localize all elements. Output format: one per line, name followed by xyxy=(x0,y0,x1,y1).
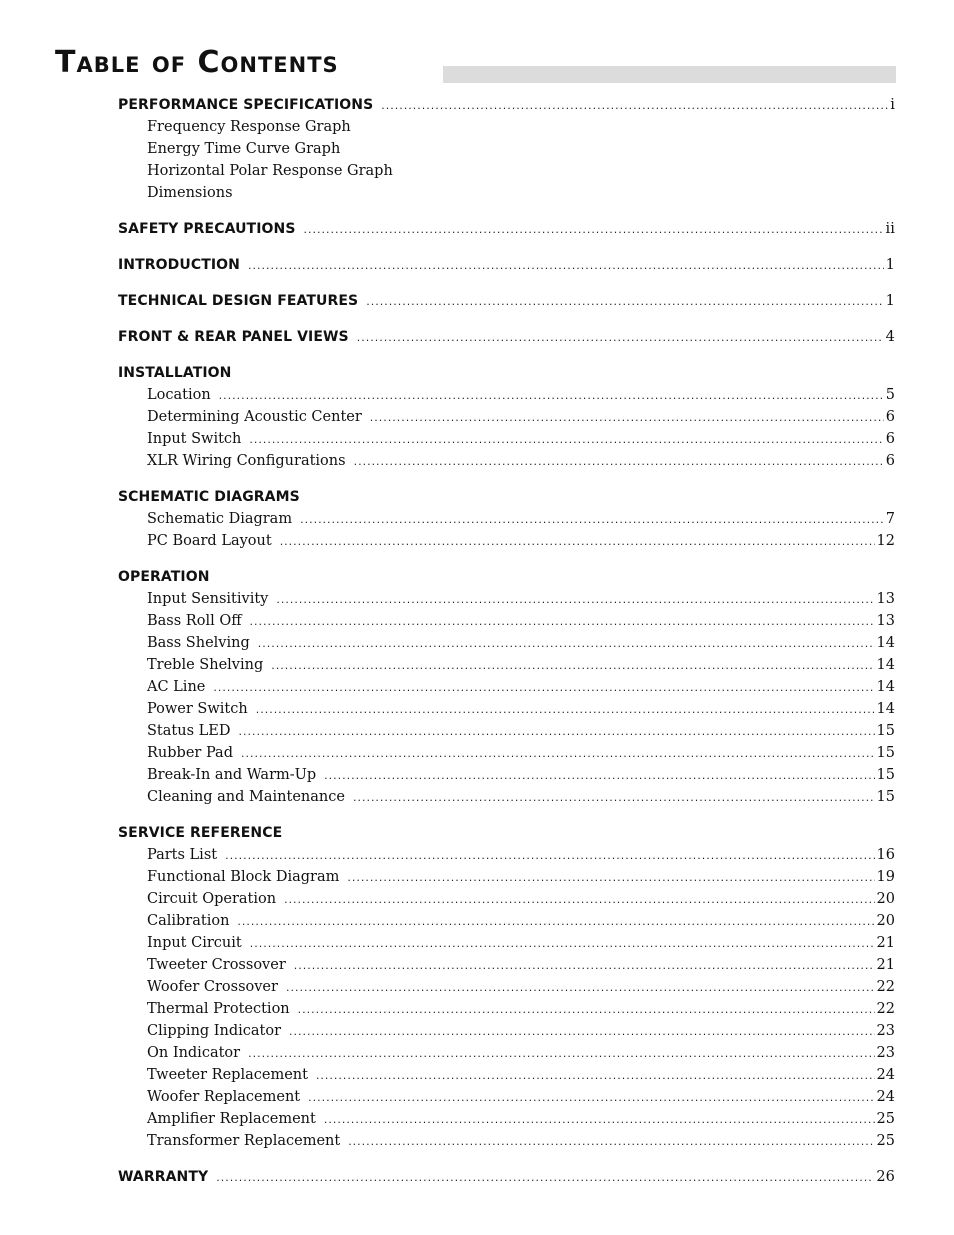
item-determining-acoustic-center-page-number: 6 xyxy=(885,409,895,425)
item-location-entry xyxy=(118,384,895,406)
dot-leader xyxy=(256,699,875,720)
table-of-contents xyxy=(118,94,895,1202)
section-schematic-diagrams-label: SCHEMATIC DIAGRAMS xyxy=(118,489,300,505)
dot-leader xyxy=(289,1021,875,1042)
section-warranty-page-number: 26 xyxy=(876,1169,895,1185)
item-parts-list-entry xyxy=(118,844,895,866)
item-amplifier-replacement-entry xyxy=(118,1108,895,1130)
dot-leader xyxy=(280,531,875,552)
item-location-label: Location xyxy=(147,387,211,403)
item-parts-list-page-number: 16 xyxy=(876,847,895,863)
item-input-circuit-page-number: 21 xyxy=(876,935,895,951)
dot-leader xyxy=(381,95,888,116)
section-front-and-rear-panel-views-page-number: 4 xyxy=(885,329,895,345)
item-clipping-indicator-page-number: 23 xyxy=(876,1023,895,1039)
dot-leader xyxy=(347,867,874,888)
item-on-indicator-label: On Indicator xyxy=(147,1045,241,1061)
dot-leader xyxy=(258,633,875,654)
toc-section-schematic-diagrams xyxy=(118,486,895,552)
item-determining-acoustic-center-label: Determining Acoustic Center xyxy=(147,409,362,425)
item-woofer-replacement-entry xyxy=(118,1086,895,1108)
item-treble-shelving-page-number: 14 xyxy=(876,657,895,673)
item-determining-acoustic-center-entry xyxy=(118,406,895,428)
section-service-reference-label: SERVICE REFERENCE xyxy=(118,825,283,841)
dot-leader xyxy=(286,977,875,998)
dot-leader xyxy=(370,407,884,428)
item-tweeter-replacement-page-number: 24 xyxy=(876,1067,895,1083)
dot-leader xyxy=(357,327,884,348)
item-tweeter-replacement-entry xyxy=(118,1064,895,1086)
item-schematic-diagram-label: Schematic Diagram xyxy=(147,511,293,527)
dot-leader xyxy=(213,677,874,698)
dot-leader xyxy=(353,787,875,808)
item-frequency-response-graph-entry xyxy=(118,116,895,138)
item-horizontal-polar-response-graph-label: Horizontal Polar Response Graph xyxy=(147,163,393,179)
item-transformer-replacement-entry xyxy=(118,1130,895,1152)
dot-leader xyxy=(249,429,883,450)
dot-leader xyxy=(348,1131,874,1152)
item-treble-shelving-entry xyxy=(118,654,895,676)
item-ac-line-page-number: 14 xyxy=(876,679,895,695)
item-ac-line-entry xyxy=(118,676,895,698)
item-power-switch-page-number: 14 xyxy=(876,701,895,717)
item-xlr-wiring-configurations-page-number: 6 xyxy=(885,453,895,469)
section-performance-specifications-page-number: i xyxy=(890,97,895,113)
dot-leader xyxy=(248,255,884,276)
item-thermal-protection-page-number: 22 xyxy=(876,1001,895,1017)
item-circuit-operation-page-number: 20 xyxy=(876,891,895,907)
section-performance-specifications-label: PERFORMANCE SPECIFICATIONS xyxy=(118,97,374,113)
page-title: Table of Contents xyxy=(55,45,339,80)
item-bass-shelving-label: Bass Shelving xyxy=(147,635,250,651)
item-input-circuit-entry xyxy=(118,932,895,954)
section-front-and-rear-panel-views-label: FRONT & REAR PANEL VIEWS xyxy=(118,329,349,345)
item-calibration-page-number: 20 xyxy=(876,913,895,929)
item-pc-board-layout-label: PC Board Layout xyxy=(147,533,272,549)
item-ac-line-label: AC Line xyxy=(147,679,206,695)
item-circuit-operation-entry xyxy=(118,888,895,910)
item-rubber-pad-entry xyxy=(118,742,895,764)
toc-section-safety-precautions xyxy=(118,218,895,240)
item-tweeter-crossover-page-number: 21 xyxy=(876,957,895,973)
item-input-sensitivity-entry xyxy=(118,588,895,610)
item-clipping-indicator-entry xyxy=(118,1020,895,1042)
item-amplifier-replacement-page-number: 25 xyxy=(876,1111,895,1127)
dot-leader xyxy=(276,589,874,610)
section-technical-design-features-label: TECHNICAL DESIGN FEATURES xyxy=(118,293,359,309)
item-input-switch-entry xyxy=(118,428,895,450)
item-break-in-and-warm-up-entry xyxy=(118,764,895,786)
item-functional-block-diagram-label: Functional Block Diagram xyxy=(147,869,340,885)
item-location-page-number: 5 xyxy=(885,387,895,403)
dot-leader xyxy=(271,655,874,676)
toc-section-installation xyxy=(118,362,895,472)
section-safety-precautions-page-number: ii xyxy=(885,221,895,237)
dot-leader xyxy=(238,721,874,742)
dot-leader xyxy=(354,451,884,472)
item-cleaning-and-maintenance-entry xyxy=(118,786,895,808)
toc-section-operation xyxy=(118,566,895,808)
item-xlr-wiring-configurations-entry xyxy=(118,450,895,472)
item-dimensions-entry xyxy=(118,182,895,204)
dot-leader xyxy=(219,385,884,406)
section-safety-precautions-entry xyxy=(118,218,895,240)
item-status-led-entry xyxy=(118,720,895,742)
item-status-led-page-number: 15 xyxy=(876,723,895,739)
item-parts-list-label: Parts List xyxy=(147,847,218,863)
item-amplifier-replacement-label: Amplifier Replacement xyxy=(147,1111,316,1127)
dot-leader xyxy=(304,219,884,240)
item-input-switch-page-number: 6 xyxy=(885,431,895,447)
section-introduction-entry xyxy=(118,254,895,276)
item-tweeter-replacement-label: Tweeter Replacement xyxy=(147,1067,308,1083)
dot-leader xyxy=(366,291,883,312)
dot-leader xyxy=(250,611,875,632)
dot-leader xyxy=(225,845,874,866)
section-installation-entry xyxy=(118,362,895,384)
item-clipping-indicator-label: Clipping Indicator xyxy=(147,1023,282,1039)
dot-leader xyxy=(250,933,875,954)
item-power-switch-entry xyxy=(118,698,895,720)
item-bass-roll-off-label: Bass Roll Off xyxy=(147,613,242,629)
item-woofer-crossover-label: Woofer Crossover xyxy=(147,979,278,995)
dot-leader xyxy=(324,765,874,786)
section-warranty-label: WARRANTY xyxy=(118,1169,209,1185)
section-warranty-entry xyxy=(118,1166,895,1188)
toc-section-technical-design-features xyxy=(118,290,895,312)
item-bass-shelving-entry xyxy=(118,632,895,654)
item-power-switch-label: Power Switch xyxy=(147,701,248,717)
item-input-sensitivity-page-number: 13 xyxy=(876,591,895,607)
section-safety-precautions-label: SAFETY PRECAUTIONS xyxy=(118,221,296,237)
item-calibration-label: Calibration xyxy=(147,913,230,929)
item-input-circuit-label: Input Circuit xyxy=(147,935,242,951)
dot-leader xyxy=(237,911,874,932)
item-woofer-crossover-entry xyxy=(118,976,895,998)
section-schematic-diagrams-entry xyxy=(118,486,895,508)
dot-leader xyxy=(300,509,884,530)
item-thermal-protection-entry xyxy=(118,998,895,1020)
dot-leader xyxy=(298,999,875,1020)
item-xlr-wiring-configurations-label: XLR Wiring Configurations xyxy=(147,453,346,469)
item-pc-board-layout-page-number: 12 xyxy=(876,533,895,549)
dot-leader xyxy=(248,1043,874,1064)
section-service-reference-entry xyxy=(118,822,895,844)
section-introduction-label: INTRODUCTION xyxy=(118,257,240,273)
item-on-indicator-entry xyxy=(118,1042,895,1064)
toc-section-performance-specifications xyxy=(118,94,895,204)
item-functional-block-diagram-entry xyxy=(118,866,895,888)
section-front-and-rear-panel-views-entry xyxy=(118,326,895,348)
item-woofer-crossover-page-number: 22 xyxy=(876,979,895,995)
section-technical-design-features-page-number: 1 xyxy=(885,293,895,309)
item-rubber-pad-page-number: 15 xyxy=(876,745,895,761)
item-bass-roll-off-entry xyxy=(118,610,895,632)
item-tweeter-crossover-label: Tweeter Crossover xyxy=(147,957,286,973)
item-thermal-protection-label: Thermal Protection xyxy=(147,1001,290,1017)
item-rubber-pad-label: Rubber Pad xyxy=(147,745,233,761)
section-installation-label: INSTALLATION xyxy=(118,365,232,381)
item-energy-time-curve-graph-entry xyxy=(118,138,895,160)
section-technical-design-features-entry xyxy=(118,290,895,312)
item-calibration-entry xyxy=(118,910,895,932)
dot-leader xyxy=(241,743,875,764)
section-performance-specifications-entry xyxy=(118,94,895,116)
dot-leader xyxy=(294,955,875,976)
item-status-led-label: Status LED xyxy=(147,723,231,739)
section-operation-label: OPERATION xyxy=(118,569,210,585)
section-introduction-page-number: 1 xyxy=(885,257,895,273)
item-woofer-replacement-page-number: 24 xyxy=(876,1089,895,1105)
item-frequency-response-graph-label: Frequency Response Graph xyxy=(147,119,351,135)
dot-leader xyxy=(316,1065,875,1086)
item-input-sensitivity-label: Input Sensitivity xyxy=(147,591,269,607)
item-woofer-replacement-label: Woofer Replacement xyxy=(147,1089,301,1105)
toc-section-introduction xyxy=(118,254,895,276)
title-rule-bar xyxy=(443,66,896,83)
toc-section-warranty xyxy=(118,1166,895,1188)
item-tweeter-crossover-entry xyxy=(118,954,895,976)
item-transformer-replacement-label: Transformer Replacement xyxy=(147,1133,341,1149)
dot-leader xyxy=(216,1167,874,1188)
item-schematic-diagram-entry xyxy=(118,508,895,530)
item-functional-block-diagram-page-number: 19 xyxy=(876,869,895,885)
item-energy-time-curve-graph-label: Energy Time Curve Graph xyxy=(147,141,341,157)
item-break-in-and-warm-up-page-number: 15 xyxy=(876,767,895,783)
toc-section-service-reference xyxy=(118,822,895,1152)
item-schematic-diagram-page-number: 7 xyxy=(885,511,895,527)
item-bass-roll-off-page-number: 13 xyxy=(876,613,895,629)
section-operation-entry xyxy=(118,566,895,588)
item-treble-shelving-label: Treble Shelving xyxy=(147,657,264,673)
dot-leader xyxy=(284,889,874,910)
item-break-in-and-warm-up-label: Break-In and Warm-Up xyxy=(147,767,317,783)
item-circuit-operation-label: Circuit Operation xyxy=(147,891,277,907)
item-cleaning-and-maintenance-label: Cleaning and Maintenance xyxy=(147,789,345,805)
item-horizontal-polar-response-graph-entry xyxy=(118,160,895,182)
dot-leader xyxy=(324,1109,875,1130)
dot-leader xyxy=(308,1087,874,1108)
item-transformer-replacement-page-number: 25 xyxy=(876,1133,895,1149)
item-cleaning-and-maintenance-page-number: 15 xyxy=(876,789,895,805)
item-input-switch-label: Input Switch xyxy=(147,431,242,447)
item-dimensions-label: Dimensions xyxy=(147,185,233,201)
item-bass-shelving-page-number: 14 xyxy=(876,635,895,651)
toc-section-front-and-rear-panel-views xyxy=(118,326,895,348)
item-on-indicator-page-number: 23 xyxy=(876,1045,895,1061)
item-pc-board-layout-entry xyxy=(118,530,895,552)
